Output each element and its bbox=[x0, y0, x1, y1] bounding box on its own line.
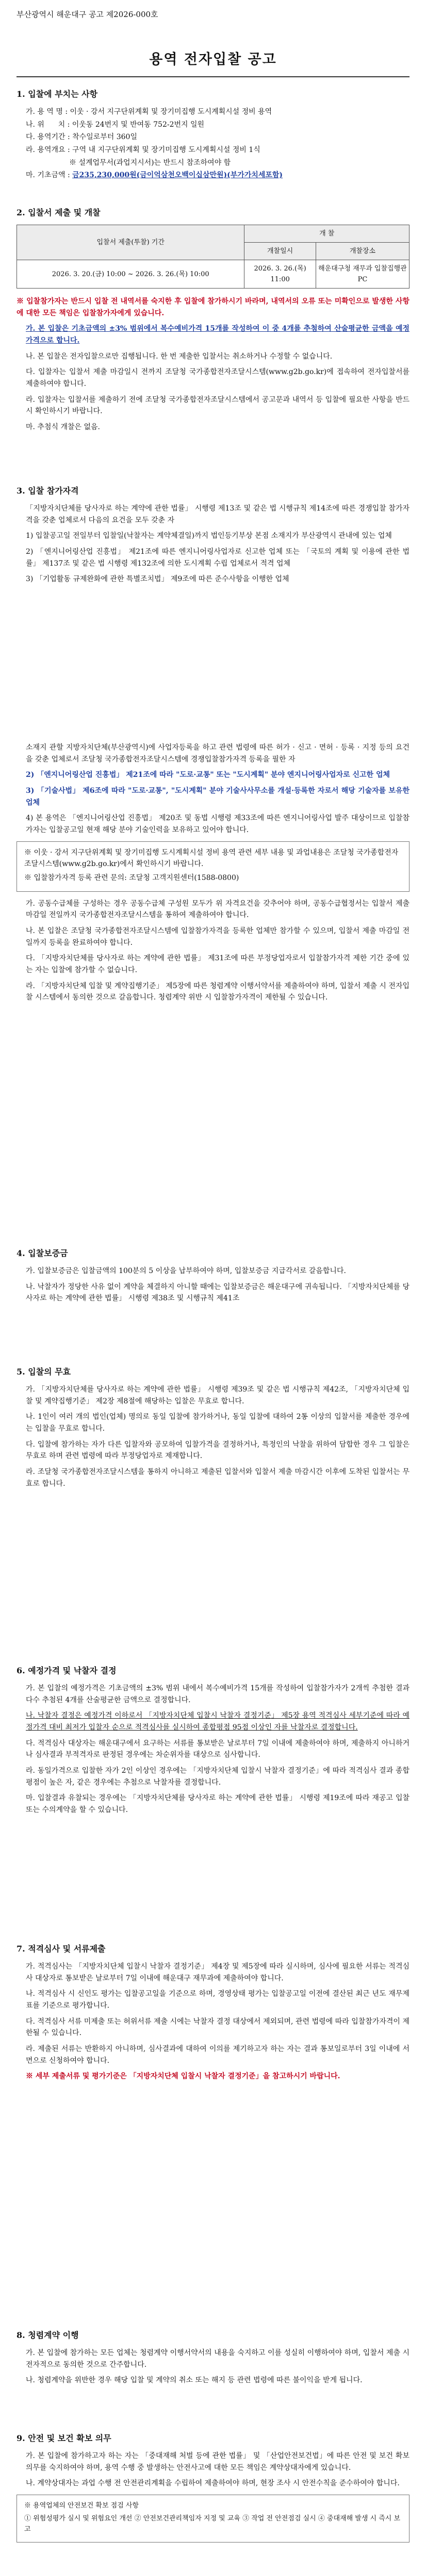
qualification-item: 가. 공동수급체를 구성하는 경우 공동수급체 구성원 모두가 위 자격요건을 갖추어야 하며, 공동수급협정서는 입찰서 제출 마감일 전일까지 국가종합전자조달시스템을 통하여 제출하여야 합니다. bbox=[26, 899, 409, 920]
bond-item: 가. 입찰보증금은 입찰금액의 100분의 5 이상을 납부하여야 하며, 입찰보증금 지급각서로 갈음합니다. bbox=[26, 1266, 346, 1275]
th-period: 입찰서 제출(투찰) 기간 bbox=[17, 225, 244, 260]
title-divider bbox=[17, 76, 409, 77]
section-award bbox=[17, 1664, 409, 1820]
qualification-paragraph: 3) 「기술사법」 제6조에 따라 "도로·교통", "도시계획" 분야 기술사사무소를 개설·등록한 자로서 해당 기술자를 보유한 업체 bbox=[26, 787, 410, 807]
reference-note: ※ 이웃 · 강서 지구단위계획 및 장기미집행 도시계획시설 정비 용역 관련 세부 내용 및 과업내용은 조달청 국가종합전자조달시스템(www.g2b.go.kr)에서 확인하시기 바랍니다. bbox=[24, 848, 399, 869]
award-item: 라. 동일가격으로 입찰한 자가 2인 이상인 경우에는 「지방자치단체 입찰시 낙찰자 결정기준」에 따라 적격심사 결과 종합평점이 높은 자, 같은 경우에는 추첨으로 낙찰자를 결정합니다. bbox=[26, 1766, 409, 1787]
section-heading: 4. 입찰보증금 bbox=[17, 1248, 68, 1258]
section-heading: 2. 입찰서 제출 및 개찰 bbox=[17, 208, 101, 217]
review-item: 가. 적격심사는 「지방자치단체 입찰시 낙찰자 결정기준」 제4장 및 제5장에 따라 실시하며, 심사에 필요한 서류는 적격심사 대상자로 통보받은 날로부터 7일 이내에 해운대구 재무과에 제출하여야 합니다. bbox=[26, 1962, 409, 1982]
cell-open-date: 2026. 3. 26.(목) 11:00 bbox=[244, 260, 316, 289]
integrity-item: 가. 본 입찰에 참가하는 모든 업체는 청렴계약 이행서약서의 내용을 숙지하고 이를 성실히 이행하여야 하며, 입찰서 제출 시 전자적으로 동의한 것으로 간주합니다. bbox=[26, 2348, 409, 2369]
qualification-paragraph: 3) 「기업활동 규제완화에 관한 특별조치법」 제9조에 따른 준수사항을 이행한 업체 bbox=[26, 575, 289, 584]
safety-box-body: ① 위험성평가 실시 및 위험요인 개선 ② 안전보건관리책임자 지정 및 교육 ③ 작업 전 안전점검 실시 ④ 중대재해 발생 시 즉시 보고 bbox=[24, 2514, 401, 2534]
qualification-paragraph: 2) 「엔지니어링산업 진흥법」 제21조에 따른 엔지니어링사업자로 신고한 업체 또는 「국토의 계획 및 이용에 관한 법률」 제137조 및 같은 법 시행령 제132조에 의한 도시계획 수립 업체로서 적격 업체 bbox=[26, 547, 409, 568]
safety-box-title: ※ 용역업체의 안전보건 확보 점검 사항 bbox=[24, 2501, 139, 2510]
section-qualification bbox=[17, 484, 409, 589]
integrity-item: 나. 청렴계약을 위반한 경우 해당 입찰 및 계약의 취소 또는 해지 등 관련 법령에 따른 불이익을 받게 됩니다. bbox=[26, 2376, 363, 2385]
safety-item: 가. 본 입찰에 참가하고자 하는 자는 「중대재해 처벌 등에 관한 법률」 및 「산업안전보건법」에 따른 안전 및 보건 확보 의무를 숙지하여야 하며, 용역 수행 중 발생하는 안전사고에 대한 모든 책임은 계약상대자에게 있습니다. bbox=[26, 2451, 409, 2472]
bid-note: 라. 입찰자는 입찰서를 제출하기 전에 조달청 국가종합전자조달시스템에서 공고문과 내역서 등 입찰에 필요한 사항을 반드시 확인하시기 바랍니다. bbox=[26, 395, 409, 416]
notice-number: 부산광역시 해운대구 공고 제2026-000호 bbox=[17, 10, 158, 19]
th-open-date: 개찰일시 bbox=[244, 242, 316, 260]
invalid-item: 라. 조달청 국가종합전자조달시스템을 통하지 아니하고 제출된 입찰서와 입찰서 제출 마감시간 이후에 도착된 입찰서는 무효로 합니다. bbox=[26, 1467, 409, 1488]
section-integrity-contract bbox=[17, 2329, 409, 2391]
section-bid-subject bbox=[17, 88, 409, 182]
section-heading: 3. 입찰 참가자격 bbox=[17, 486, 79, 496]
section-heading: 7. 적격심사 및 서류제출 bbox=[17, 1944, 106, 1954]
info-row-note: ※ 설계업무서(과업지시서)는 반드시 참조하여야 함 bbox=[69, 158, 231, 167]
cell-period: 2026. 3. 20.(금) 10:00 ~ 2026. 3. 26.(목) 10:00 bbox=[17, 260, 244, 289]
qualification-paragraph: 4) 본 용역은 「엔지니어링산업 진흥법」 제20조 및 동법 시행령 제33조에 따른 엔지니어링사업 발주 대상이므로 입찰참가자는 입찰공고일 현재 해당 분야 기술인력을 보유하고 있어야 합니다. bbox=[26, 814, 409, 835]
qualification-item: 나. 본 입찰은 조달청 국가종합전자조달시스템에 입찰참가자격을 등록한 업체만 참가할 수 있으며, 입찰서 제출 마감일 전일까지 등록을 완료하여야 합니다. bbox=[26, 927, 409, 947]
qualification-paragraph: 소재지 관할 지방자치단체(부산광역시)에 사업자등록을 하고 관련 법령에 따른 허가 · 신고 · 면허 · 등록 · 지정 등의 요건을 갖춘 업체로서 조달청 국가종합전자조달시스템에 경쟁입찰참가자격 등록을 필한 자 bbox=[26, 743, 409, 764]
bid-note: 나. 본 입찰은 전자입찰으로만 집행됩니다. 한 번 제출한 입찰서는 취소하거나 수정할 수 없습니다. bbox=[26, 352, 333, 361]
document-title: 용역 전자입찰 공고 bbox=[149, 52, 277, 67]
info-row-base-price: 마. 기초금액 : 금235,230,000원(금이억삼천오백이십삼만원)(부가가치세포함) bbox=[26, 171, 283, 180]
section-bid-bond bbox=[17, 1247, 409, 1309]
section-heading: 1. 입찰에 부치는 사항 bbox=[17, 89, 98, 99]
section-qualification-cont bbox=[17, 742, 409, 1008]
review-item: 라. 제출된 서류는 반환하지 아니하며, 심사결과에 대하여 이의를 제기하고자 하는 자는 결과 통보일로부터 3일 이내에 서면으로 신청하여야 합니다. bbox=[26, 2044, 409, 2065]
cell-open-place: 해운대구청 재무과 입찰집행관 PC bbox=[316, 260, 409, 289]
qualification-item: 다. 「지방자치단체를 당사자로 하는 계약에 관한 법률」 제31조에 따른 부정당업자로서 입찰참가자격 제한 기간 중에 있는 자는 입찰에 참가할 수 없습니다. bbox=[26, 954, 409, 975]
award-item: 다. 적격심사 대상자는 해운대구에서 요구하는 서류를 통보받은 날로부터 7일 이내에 제출하여야 하며, 제출하지 아니하거나 심사결과 부적격자로 판정된 경우에는 차순위자를 대상으로 심사합니다. bbox=[26, 1739, 409, 1759]
reference-note: ※ 입찰참가자격 등록 관련 문의: 조달청 고객지원센터(1588-0800) bbox=[24, 874, 239, 883]
bid-note: 마. 추첨식 개찰은 없음. bbox=[26, 423, 100, 432]
info-row: 라. 용역개요 : 구역 내 지구단위계획 및 장기미집행 도시계획시설 정비 1식 bbox=[26, 145, 260, 154]
section-qualification-review bbox=[17, 1942, 409, 2087]
info-row: 가. 용 역 명 : 이웃 · 강서 지구단위계획 및 장기미집행 도시계획시설 정비 용역 bbox=[26, 107, 272, 116]
qualification-paragraph: 「지방자치단체를 당사자로 하는 계약에 관한 법률」 시행령 제13조 및 같은 법 시행규칙 제14조에 따른 경쟁입찰 참가자격을 갖춘 업체로서 다음의 요건을 모두 갖춘 자 bbox=[26, 504, 409, 524]
qualification-paragraph: 2) 「엔지니어링산업 진흥법」 제21조에 따라 "도로·교통" 또는 "도시계획" 분야 엔지니어링사업자로 신고한 업체 bbox=[26, 771, 390, 779]
schedule-table bbox=[17, 225, 409, 289]
info-row: 나. 위 치 : 이웃동 24번지 및 반여동 752-2번지 일원 bbox=[26, 120, 205, 129]
invalid-item: 나. 1인이 여러 개의 법인(업체) 명의로 동일 입찰에 참가하거나, 동일 입찰에 대하여 2통 이상의 입찰서를 제출한 경우에는 입찰을 무효로 합니다. bbox=[26, 1413, 409, 1433]
section-bid-submission bbox=[17, 206, 409, 437]
safety-box bbox=[17, 2495, 409, 2543]
section-heading: 5. 입찰의 무효 bbox=[17, 1367, 71, 1377]
bid-note: 다. 입찰자는 입찰서 제출 마감일시 전까지 조달청 국가종합전자조달시스템(www.g2b.go.kr)에 접속하여 전자입찰서를 제출하여야 합니다. bbox=[26, 368, 409, 388]
th-open-place: 개찰장소 bbox=[316, 242, 409, 260]
section-heading: 9. 안전 및 보건 확보 의무 bbox=[17, 2433, 111, 2443]
award-item: 가. 본 입찰의 예정가격은 기초금액의 ±3% 범위 내에서 복수예비가격 15개를 작성하여 입찰참가자가 2개씩 추첨한 결과 다수 추첨된 4개를 산술평균한 금액으로 결정합니다. bbox=[26, 1684, 409, 1704]
invalid-item: 다. 입찰에 참가하는 자가 다른 입찰자와 공모하여 입찰가격을 결정하거나, 특정인의 낙찰을 위하여 담합한 경우 그 입찰은 무효로 하며 관련 법령에 따라 부정당업자로 제재합니다. bbox=[26, 1440, 409, 1461]
section-heading: 8. 청렴계약 이행 bbox=[17, 2330, 79, 2340]
award-item: 나. 낙찰자 결정은 예정가격 이하로서 「지방자치단체 입찰시 낙찰자 결정기준」 제5장 용역 적격심사 세부기준에 따라 예정가격 대비 최저가 입찰자 순으로 적격심사를 실시하여 종합평점 95점 이상인 자를 낙찰자로 결정합니다. bbox=[26, 1711, 409, 1732]
section-heading: 6. 예정가격 및 낙찰자 결정 bbox=[17, 1666, 117, 1675]
reference-box bbox=[17, 841, 409, 892]
safety-item: 나. 계약상대자는 과업 수행 전 안전관리계획을 수립하여 제출하여야 하며, 현장 조사 시 안전수칙을 준수하여야 합니다. bbox=[26, 2479, 400, 2488]
section-invalid-bid bbox=[17, 1365, 409, 1494]
bond-item: 나. 낙찰자가 정당한 사유 없이 계약을 체결하지 아니할 때에는 입찰보증금은 해운대구에 귀속됩니다. 「지방자치단체를 당사자로 하는 계약에 관한 법률」 시행령 제38조 및 시행규칙 제41조 bbox=[26, 1282, 409, 1303]
bid-warning: ※ 입찰참가자는 반드시 입찰 전 내역서를 숙지한 후 입찰에 참가하시기 바라며, 내역서의 오류 또는 미확인으로 발생한 사항에 대한 모든 책임은 입찰참가자에게 있습니다. bbox=[17, 297, 409, 317]
section-safety bbox=[17, 2432, 409, 2549]
th-open: 개 찰 bbox=[244, 225, 409, 242]
qualification-item: 라. 「지방자치단체 입찰 및 계약집행기준」 제5장에 따른 청렴계약 이행서약서를 제출하여야 하며, 입찰서 제출 시 전자입찰 시스템에서 동의한 것으로 갈음합니다. 청렴계약 위반 시 입찰참가자격이 제한될 수 있습니다. bbox=[26, 981, 409, 1002]
review-item: 나. 적격심사 시 신인도 평가는 입찰공고일을 기준으로 하며, 경영상태 평가는 입찰공고일 이전에 결산된 최근 년도 재무제표를 기준으로 평가합니다. bbox=[26, 1990, 409, 2010]
bid-note: 가. 본 입찰은 기초금액의 ±3% 범위에서 복수예비가격 15개를 작성하여 이 중 4개를 추첨하여 산술평균한 금액을 예정가격으로 합니다. bbox=[26, 325, 409, 345]
invalid-item: 가. 「지방자치단체를 당사자로 하는 계약에 관한 법률」 시행령 제39조 및 같은 법 시행규칙 제42조, 「지방자치단체 입찰 및 계약집행기준」 제2장 제8절에 해당하는 입찰은 무효로 합니다. bbox=[26, 1385, 409, 1405]
qualification-paragraph: 1) 입찰공고일 전일부터 입찰일(낙찰자는 계약체결일)까지 법인등기부상 본점 소재지가 부산광역시 관내에 있는 업체 bbox=[26, 532, 392, 540]
review-warning: ※ 세부 제출서류 및 평가기준은 「지방자치단체 입찰시 낙찰자 결정기준」을 참고하시기 바랍니다. bbox=[26, 2072, 340, 2081]
info-row: 다. 용역기간 : 착수일로부터 360일 bbox=[26, 133, 137, 142]
review-item: 다. 적격심사 서류 미제출 또는 허위서류 제출 시에는 낙찰자 결정 대상에서 제외되며, 관련 법령에 따라 입찰참가자격이 제한될 수 있습니다. bbox=[26, 2017, 409, 2038]
award-item: 마. 입찰결과 유찰되는 경우에는 「지방자치단체를 당사자로 하는 계약에 관한 법률」 시행령 제19조에 따라 재공고 입찰 또는 수의계약을 할 수 있습니다. bbox=[26, 1794, 409, 1814]
